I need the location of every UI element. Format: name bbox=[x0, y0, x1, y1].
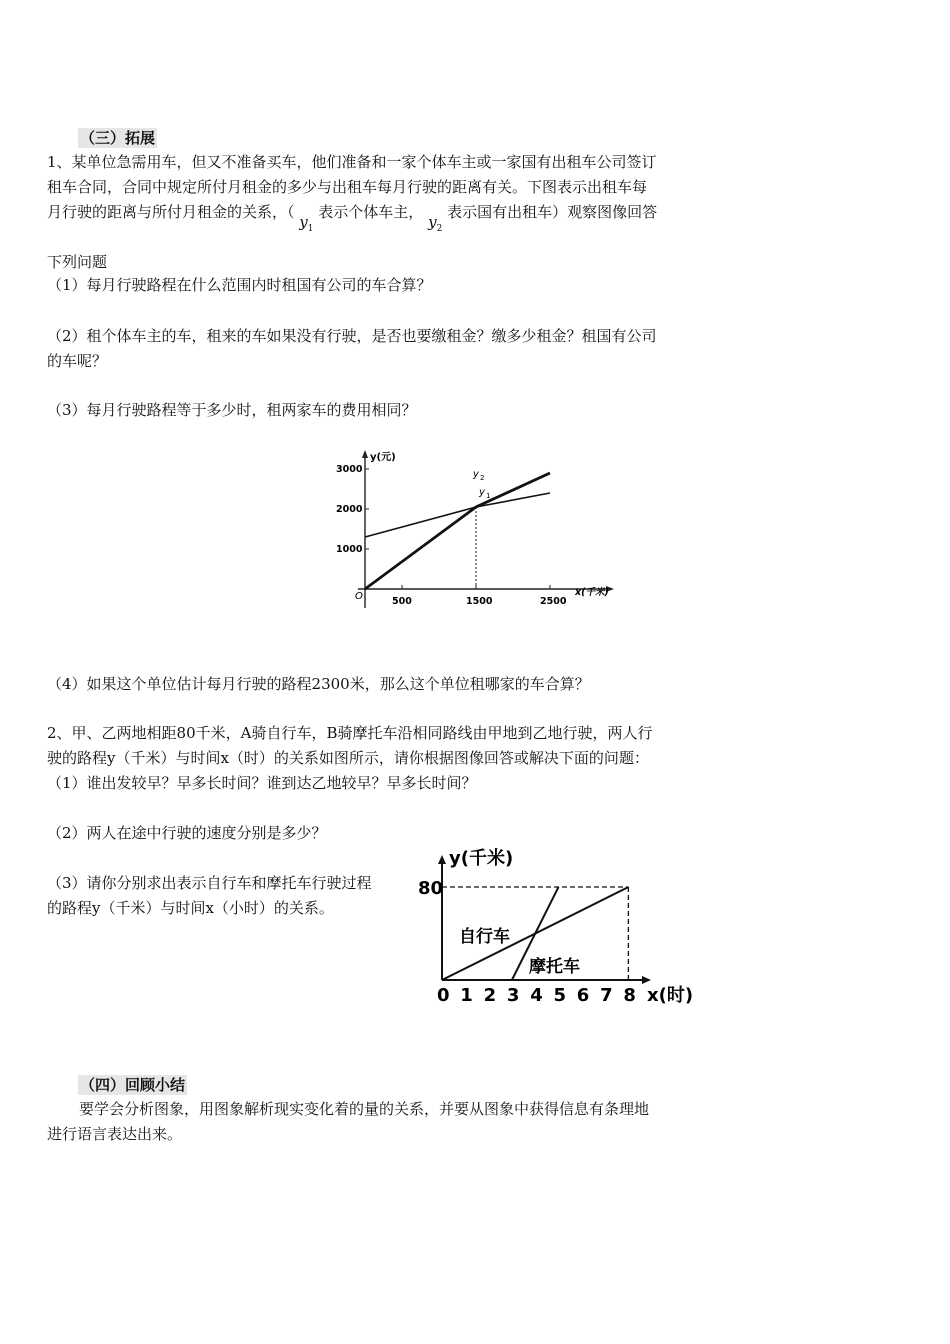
y-axis-arrow bbox=[362, 450, 368, 458]
y2-symbol: $y_2$ bbox=[428, 213, 443, 234]
problem1-line: 1、某单位急需用车，但又不准备买车，他们准备和一家个体车主或一家国有出租车公司签订 bbox=[47, 153, 657, 171]
problem2-question-1: （1）谁出发较早？早多长时间？谁到达乙地较早？早多长时间？ bbox=[47, 774, 477, 792]
problem2-text bbox=[47, 721, 712, 796]
question-2-line: （2）租个体车主的车，租来的车如果没有行驶，是否也要缴租金？缴多少租金？租国有公司 bbox=[47, 327, 657, 345]
x-tick-label: 1 bbox=[460, 985, 473, 1006]
summary-text bbox=[47, 1097, 712, 1147]
problem1-line: 下列问题 bbox=[47, 253, 108, 271]
x-axis-label: x(千米) bbox=[575, 587, 609, 598]
problem2-line: 驶的路程y（千米）与时间x（时）的关系如图所示，请你根据图像回答或解决下面的问题： bbox=[47, 749, 649, 767]
question-1: （1）每月行驶路程在什么范围内时租国有公司的车合算？ bbox=[47, 276, 432, 294]
series-line-y1 bbox=[365, 493, 550, 537]
chart1-lines bbox=[365, 473, 550, 589]
x-tick-label: 2 bbox=[483, 985, 497, 1006]
x-tick-label: 4 bbox=[530, 985, 543, 1006]
problem1-line-part: 表示个体车主， bbox=[318, 203, 424, 221]
problem2-question-3 bbox=[47, 871, 417, 921]
x-tick-label: 7 bbox=[600, 985, 613, 1006]
x-axis-label: x(时) bbox=[647, 985, 694, 1006]
y-axis-arrow bbox=[438, 855, 446, 864]
summary-line: 要学会分析图象，用图象解析现实变化着的量的关系，并要从图象中获得信息有条理地 bbox=[79, 1100, 650, 1118]
problem1-line-part: 月行驶的距离与所付月租金的关系，（ bbox=[47, 203, 295, 221]
series-line-y2 bbox=[365, 473, 550, 589]
question-2 bbox=[47, 324, 712, 374]
line-label-y1-sub: 1 bbox=[486, 492, 491, 500]
line-label-y2-sub: 2 bbox=[480, 474, 485, 482]
x-tick-label: 2500 bbox=[540, 596, 567, 607]
x-tick-label: 6 bbox=[576, 985, 590, 1006]
y-tick-label: 3000 bbox=[336, 464, 363, 475]
question-4: （4）如果这个单位估计每月行驶的路程2300米，那么这个单位租哪家的车合算？ bbox=[47, 675, 590, 693]
origin-label: O bbox=[355, 591, 363, 602]
y-tick-label: 80 bbox=[418, 878, 444, 899]
x-tick-label: 8 bbox=[623, 985, 636, 1006]
summary-line: 进行语言表达出来。 bbox=[47, 1125, 183, 1143]
x-tick-label: 3 bbox=[506, 985, 520, 1006]
x-tick-label: 500 bbox=[392, 596, 412, 607]
x-axis-arrow bbox=[642, 976, 651, 984]
line-label-y2: y bbox=[473, 469, 479, 480]
y-tick-label: 1000 bbox=[336, 544, 363, 555]
x-tick-label: 1500 bbox=[466, 596, 493, 607]
y-axis-label: y(元) bbox=[370, 452, 396, 463]
problem2-line: 2、甲、乙两地相距80千米，A骑自行车，B骑摩托车沿相同路线由甲地到乙地行驶，两人行 bbox=[47, 724, 653, 742]
problem1-text bbox=[47, 150, 712, 232]
section-heading-summary: （四）回顾小结 bbox=[80, 1076, 186, 1094]
x-tick-label: 5 bbox=[553, 985, 567, 1006]
problem2-question-3-line: （3）请你分别求出表示自行车和摩托车行驶过程 bbox=[47, 874, 372, 892]
rental-cost-chart bbox=[330, 448, 625, 618]
problem1-line: 租车合同，合同中规定所付月租金的多少与出租车每月行驶的距离有关。下图表示出租车每 bbox=[47, 178, 648, 196]
question-3: （3）每月行驶路程等于多少时，租两家车的费用相同？ bbox=[47, 401, 417, 419]
y-axis-label: y(千米) bbox=[449, 848, 514, 869]
moto-line-label: 摩托车 bbox=[529, 957, 580, 977]
problem1-line-part: 表示国有出租车）观察图像回答 bbox=[447, 203, 658, 221]
travel-distance-chart bbox=[415, 842, 700, 1010]
chart2-labels bbox=[418, 847, 693, 1006]
problem2-question-3-line: 的路程y（千米）与时间x（小时）的关系。 bbox=[47, 899, 334, 917]
bike-line-label: 自行车 bbox=[459, 927, 510, 947]
line-label-y1: y bbox=[479, 487, 485, 498]
problem1-line bbox=[47, 200, 712, 232]
chart1-labels bbox=[336, 450, 609, 607]
y-tick-label: 2000 bbox=[336, 504, 363, 515]
y1-symbol: $y_1$ bbox=[299, 213, 314, 234]
question-2-line: 的车呢？ bbox=[47, 352, 108, 370]
x-tick-label: 0 bbox=[437, 985, 450, 1006]
problem2-question-2: （2）两人在途中行驶的速度分别是多少？ bbox=[47, 824, 327, 842]
section-heading-extension: （三）拓展 bbox=[80, 129, 156, 147]
